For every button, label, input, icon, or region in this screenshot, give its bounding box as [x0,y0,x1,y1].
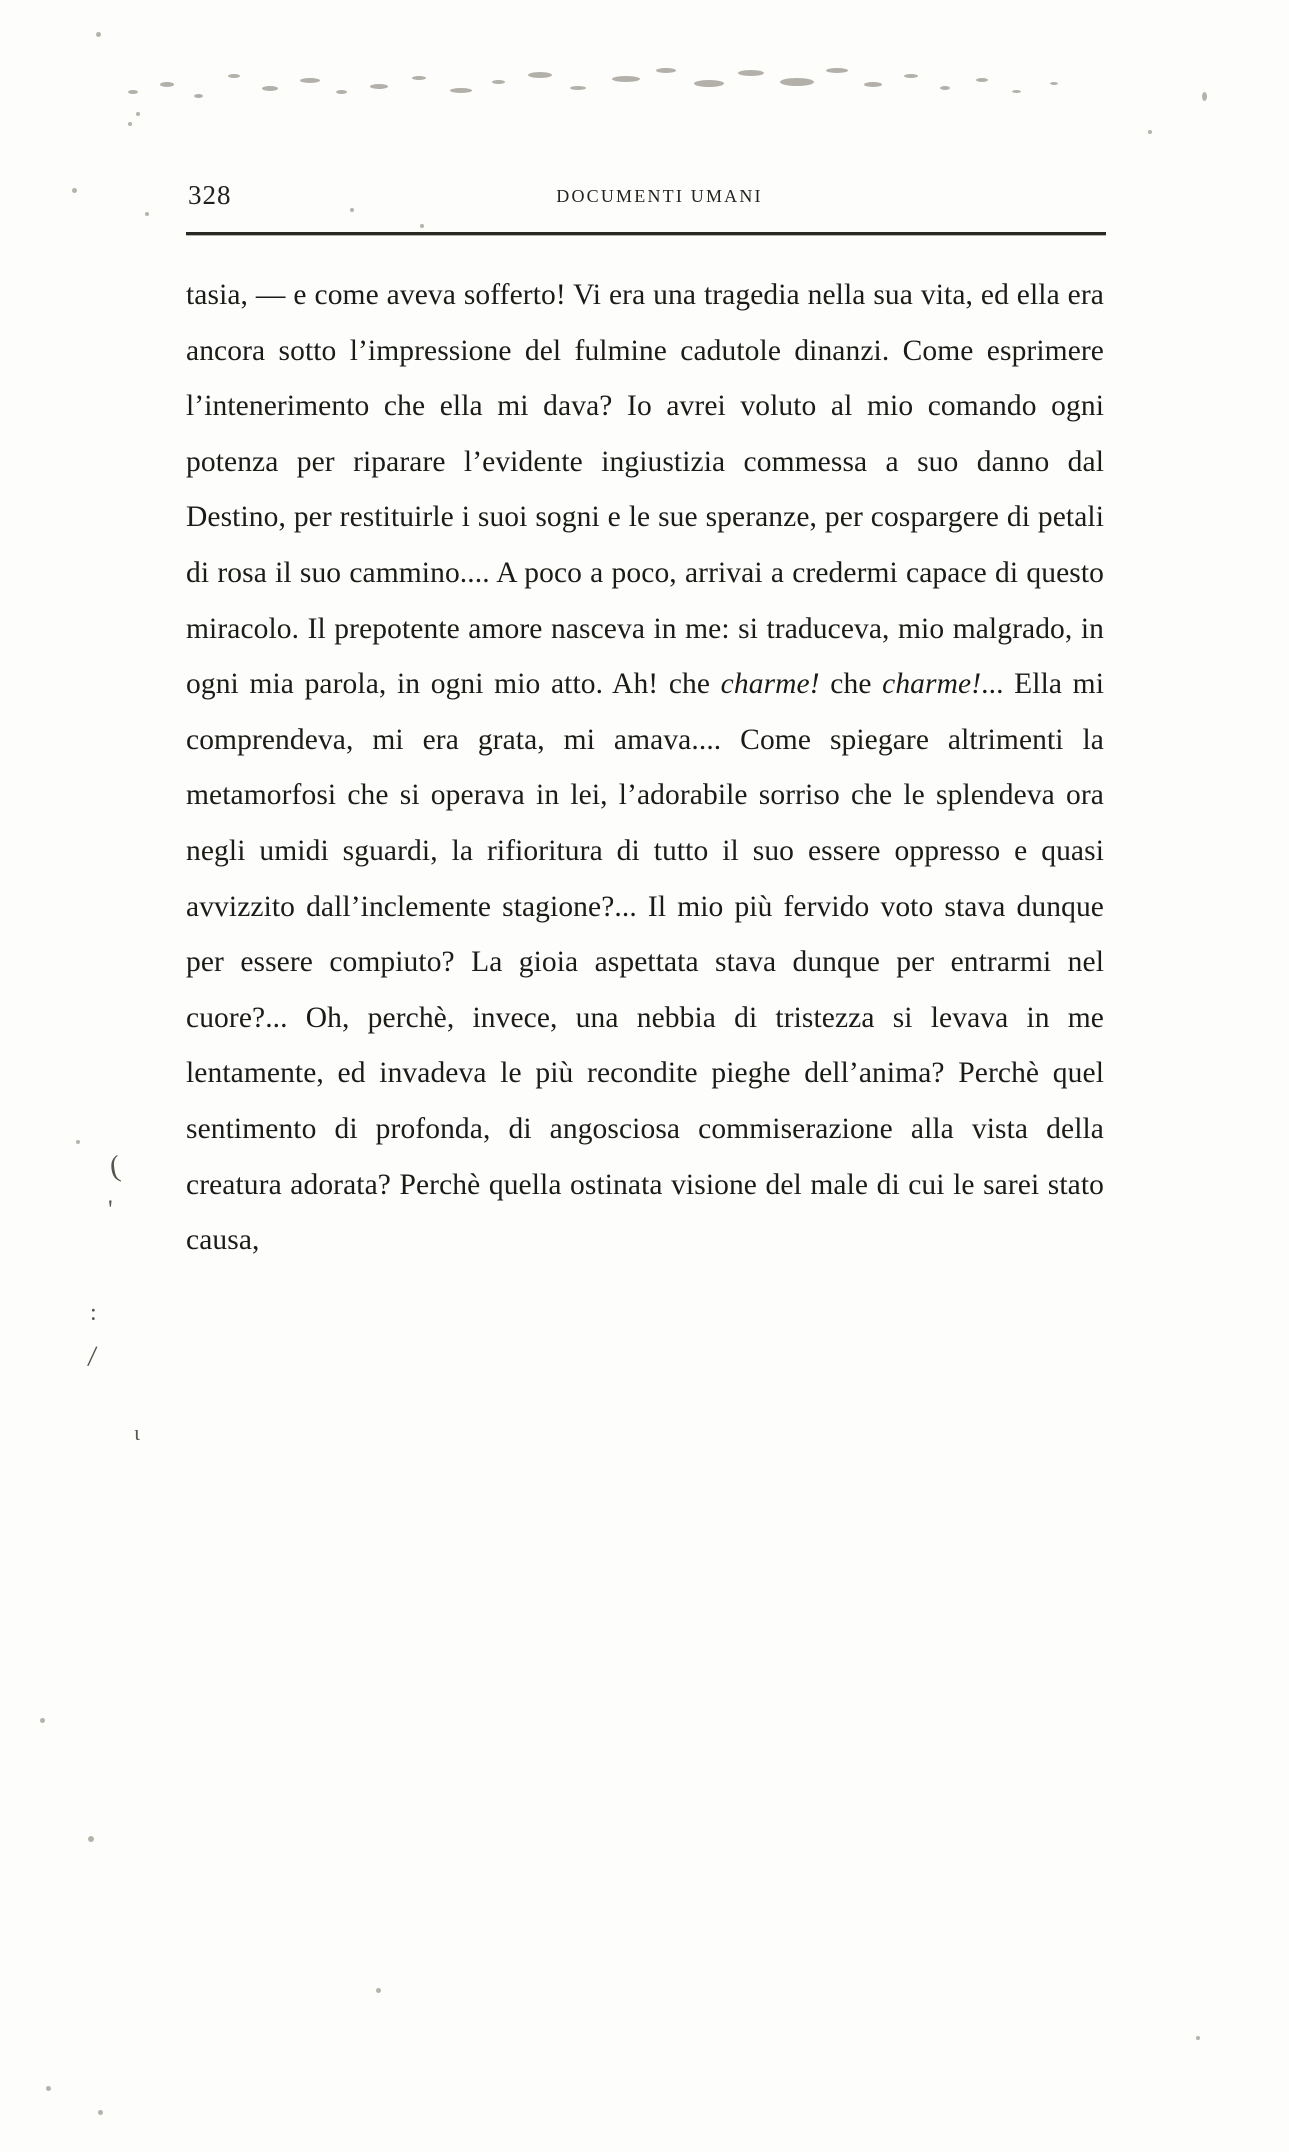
speck [1202,92,1207,101]
header-rule [186,232,1106,235]
speck [1148,130,1152,134]
speck [76,1140,80,1144]
speck [88,1836,94,1842]
speck [98,2110,103,2115]
speck [40,1718,45,1723]
speck [128,122,132,126]
margin-mark: ( [107,1149,123,1184]
speck [376,1988,381,1993]
speck [1196,2036,1200,2040]
margin-mark: / [86,1339,99,1374]
margin-mark: ' [108,1195,113,1224]
speck [420,224,424,228]
speck [350,208,354,212]
speck [145,212,149,216]
page-body-text [186,268,1104,1269]
margin-mark: ɩ [134,1420,140,1445]
speck [96,32,101,37]
margin-mark: : [90,1300,97,1326]
speck [46,2086,51,2091]
scan-smudge-band [120,60,1100,120]
speck [136,112,140,116]
body-paragraph: tasia, — e come aveva sofferto! Vi era una tragedia nella sua vita, ed ella era ancora sotto l’impressione del fulmine cadutole dinanzi. Come esprimere l’intenerimento che ella mi dava? Io avrei voluto al mio comando ogni potenza per riparare l’evidente ingiustizia commessa a suo danno dal Destino, per restituirle i suoi sogni e le sue speranze, per cospargere di petali di rosa il suo cammino.... A poco a poco, arrivai a credermi capace di questo miracolo. Il prepotente amore nasceva in me: si traduceva, mio malgrado, in ogni mia parola, in ogni mio atto. Ah! che charme! che charme!... Ella mi comprendeva, mi era grata, mi amava.... Come spiegare altrimenti la metamorfosi che si operava in lei, l’adorabile sorriso che le splendeva ora negli umidi sguardi, la rifioritura di tutto il suo essere oppresso e quasi avvizzito dall’inclemente stagione?... Il mio più fervido voto stava dunque per essere compiuto? La gioia aspettata stava dunque per entrarmi nel cuore?... Oh, perchè, invece, una nebbia di tristezza si levava in me lentamente, ed invadeva le più recondite pieghe dell’anima? Perchè quel sentimento di profonda, di angosciosa commiserazione alla vista della creatura adorata? Perchè quella ostinata visione del male di cui le sarei stato causa, [186,279,1105,1257]
page-number: 328 [188,180,232,210]
running-title: DOCUMENTI UMANI [556,186,763,206]
